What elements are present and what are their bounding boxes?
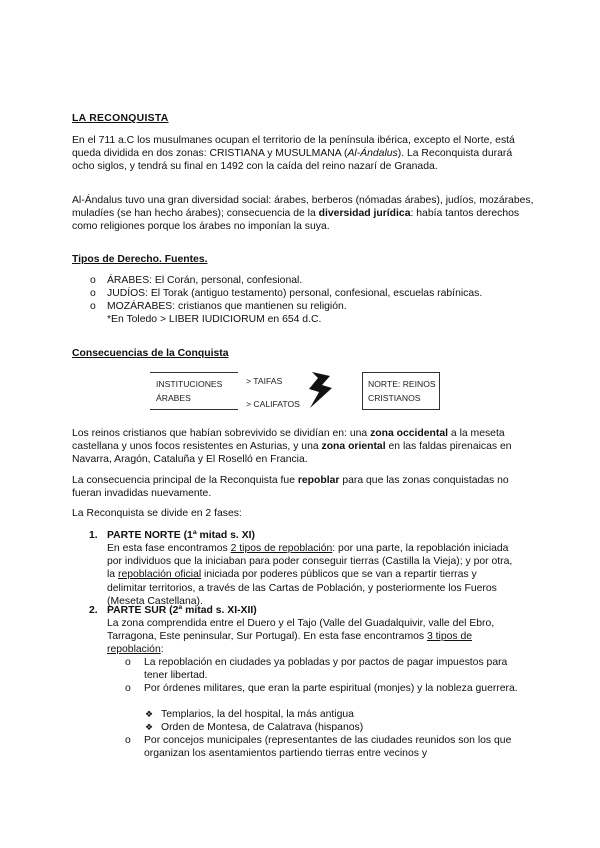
phase-1-number: 1. [89,530,98,541]
phase-2-text: La zona comprendida entre el Duero y el Tajo (Valle del Guadalquivir, valle del Ebro, Tarragona, Este peninsular, Sur Portugal). En esta fase encontramos 3 tipos de repoblación: [107,618,495,656]
phase-2-title: PARTE SUR (2ª mitad s. XI-XII) [107,605,257,616]
bullet-icon: o [125,683,131,694]
diagram-arrow-califatos: > CALIFATOS [246,399,300,409]
diagram-right-box: NORTE: REINOS CRISTIANOS [362,372,440,410]
bullet-icon: o [90,288,96,299]
consecuencias-paragraph-3: La Reconquista se divide en 2 fases: [72,508,242,519]
bullet-icon: o [125,735,131,746]
diagram-arrow-taifas: > TAIFAS [246,376,283,386]
consecuencias-paragraph-2: La consecuencia principal de la Reconquista fue repoblar para que las zonas conquistadas no fueran invadidas nuevamente. [72,475,509,500]
list-item: o La repoblación en ciudades ya pobladas y por pactos de pagar impuestos para tener libertad. [125,657,508,682]
diagram-left-box: INSTITUCIONES ÁRABES [150,372,238,410]
phase-2-number: 2. [89,605,98,616]
list-item: o Por órdenes militares, que eran la parte espiritual (monjes) y la nobleza guerrera. [125,683,518,694]
bullet-icon: o [125,657,131,668]
phase-1-title: PARTE NORTE (1ª mitad s. XI) [107,530,255,541]
tipos-note: *En Toledo > LIBER IUDICIORUM en 654 d.C. [107,314,322,325]
section-heading-tipos: Tipos de Derecho. Fuentes. [72,254,208,265]
consecuencias-paragraph-1: Los reinos cristianos que habían sobrevivido se dividían en: una zona occidental a la meseta castellana y unos focos resistentes en Asturias, y una zona oriental en las faldas pirenaicas en Navarra, Aragón, Cataluña y El Roselló en Francia. [72,428,512,466]
phase-1-text: En esta fase encontramos 2 tipos de repoblación: por una parte, la repoblación iniciada por individuos que la iniciaban para poder conseguir tierras (Castilla la Vieja); y por otra, la repoblación oficial iniciada por poderes públicos que se van a repartir tierras y delimitar territorios, a través de las Cartas de Población, y posteriormente los Fueros (Meseta Castellana). [107,543,513,607]
intro-paragraph-1: En el 711 a.C los musulmanes ocupan el territorio de la península ibérica, excepto el Norte, está queda dividida en dos zonas: CRISTIANA y MUSULMANA (Al-Ándalus). La Reconquista durará ocho siglos, y tendrá su final en 1492 con la caída del reino nazarí de Granada. [72,135,515,173]
diamond-bullet-icon: ❖ [145,722,154,732]
diamond-bullet-icon: ❖ [145,709,154,719]
intro-paragraph-2: Al-Ándalus tuvo una gran diversidad social: árabes, berberos (nómadas árabes), judíos, mozárabes, muladíes (se han hecho árabes); consecuencia de la diversidad jurídica: había tantos derechos como religiones porque los árabes no imponían la suya. [72,195,534,233]
bullet-icon: o [90,275,96,286]
lightning-bolt-icon [306,370,336,410]
page-title: LA RECONQUISTA [72,113,169,124]
section-heading-consecuencias: Consecuencias de la Conquista [72,348,229,359]
list-item: o Por concejos municipales (representantes de las ciudades reunidos son los que organizan los asentamientos partiendo tierras entre vecinos y [125,735,512,760]
bullet-icon: o [90,301,96,312]
